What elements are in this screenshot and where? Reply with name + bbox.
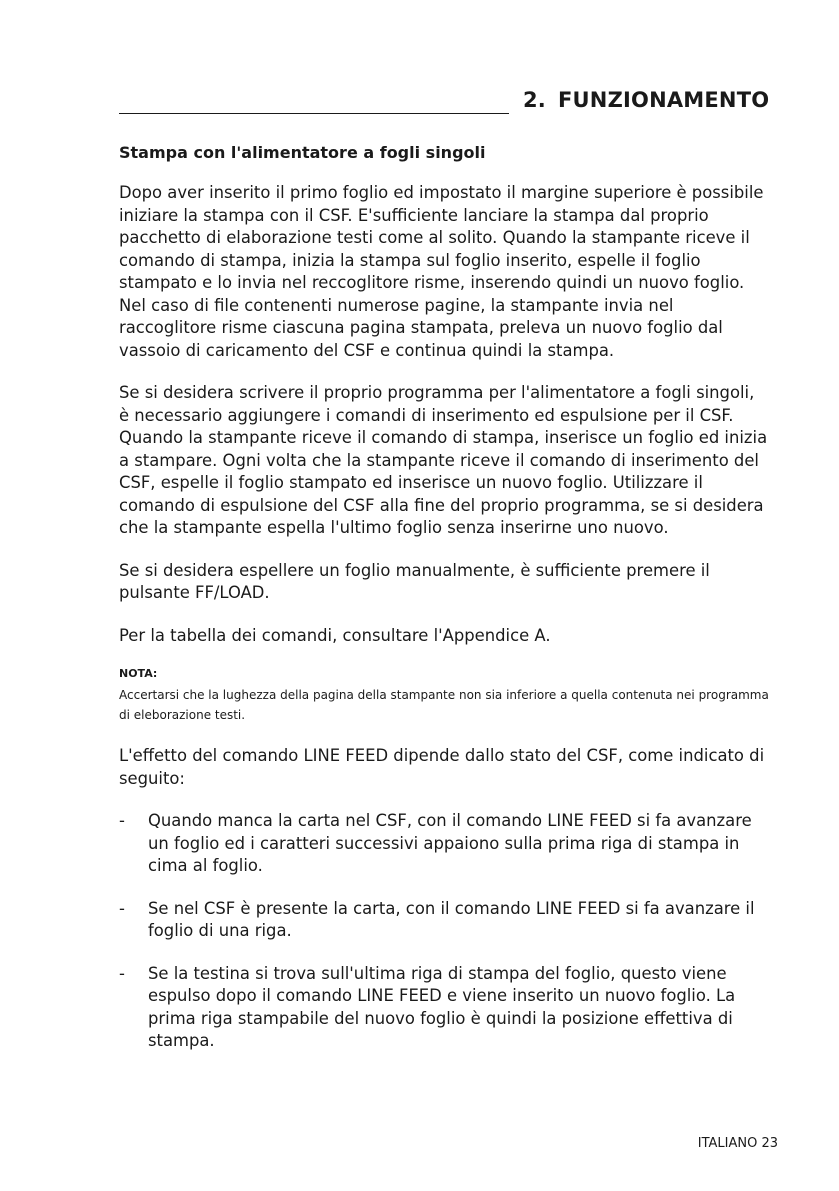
header-rule: [119, 113, 509, 114]
list-item: [119, 810, 769, 878]
page-footer: ITALIANO 23: [697, 1136, 778, 1151]
chapter-title: FUNZIONAMENTO: [558, 88, 770, 112]
list-item: [119, 898, 769, 943]
subheading: Stampa con l'alimentatore a fogli singoli: [119, 143, 486, 162]
paragraph-csf-printing: Dopo aver inserito il primo foglio ed impostato il margine superiore è possibile iniziare la stampa con il CSF. E'sufficiente lanciare la stampa dal proprio pacchetto di elaborazione testi come al solito. Quando la stampante riceve il comando di stampa, inizia la stampa sul foglio inserito, espelle il foglio stampato e lo invia nel reccoglitore risme, inserendo quindi un nuovo foglio. Nel caso di file contenenti numerose pagine, la stampante invia nel raccoglitore risme ciascuna pagina stampata, preleva un nuovo foglio dal vassoio di caricamento del CSF e continua quindi la stampa.: [119, 183, 764, 360]
line-feed-list: [119, 810, 769, 1053]
note-text: Accertarsi che la lughezza della pagina della stampante non sia inferiore a quella contenuta nei programma di eleborazione testi.: [119, 688, 769, 722]
paragraph-manual-eject: Se si desidera espellere un foglio manualmente, è sufficiente premere il pulsante FF/LOAD.: [119, 560, 710, 602]
bullet-dash: -: [119, 811, 125, 830]
list-item: [119, 963, 769, 1053]
section-title: [523, 88, 783, 112]
bullet-dash: -: [119, 898, 125, 918]
list-item-text: Se nel CSF è presente la carta, con il comando LINE FEED si fa avanzare il foglio di una riga.: [148, 898, 755, 940]
list-item-text: Se la testina si trova sull'ultima riga di stampa del foglio, questo viene espulso dopo il comando LINE FEED e viene inserito un nuovo foglio. La prima riga stampabile del nuovo foglio è quindi la posizione effettiva di stampa.: [148, 963, 736, 1050]
paragraph-custom-program: Se si desidera scrivere il proprio programma per l'alimentatore a fogli singoli, è necessario aggiungere i comandi di inserimento ed espulsione per il CSF. Quando la stampante riceve il comando di stampa, inserisce un foglio ed inizia a stampare. Ogni volta che la stampante riceve il comando di inserimento del CSF, espelle il foglio stampato ed inserisce un nuovo foglio. Utilizzare il comando di espulsione del CSF alla fine del proprio programma, se si desidera che la stampante espella l'ultimo foglio senza inserirne uno nuovo.: [119, 383, 768, 537]
list-item-text: Quando manca la carta nel CSF, con il comando LINE FEED si fa avanzare un foglio ed i caratteri successivi appaiono sulla prima riga di stampa in cima al foglio.: [148, 811, 752, 875]
note-title: NOTA:: [119, 667, 158, 680]
chapter-number: 2.: [523, 88, 546, 112]
line-feed-intro: L'effetto del comando LINE FEED dipende dallo stato del CSF, come indicato di seguito:: [119, 746, 765, 788]
paragraph-command-table: Per la tabella dei comandi, consultare l'Appendice A.: [119, 625, 551, 645]
bullet-dash: -: [119, 963, 125, 983]
page-body: [119, 143, 769, 1073]
